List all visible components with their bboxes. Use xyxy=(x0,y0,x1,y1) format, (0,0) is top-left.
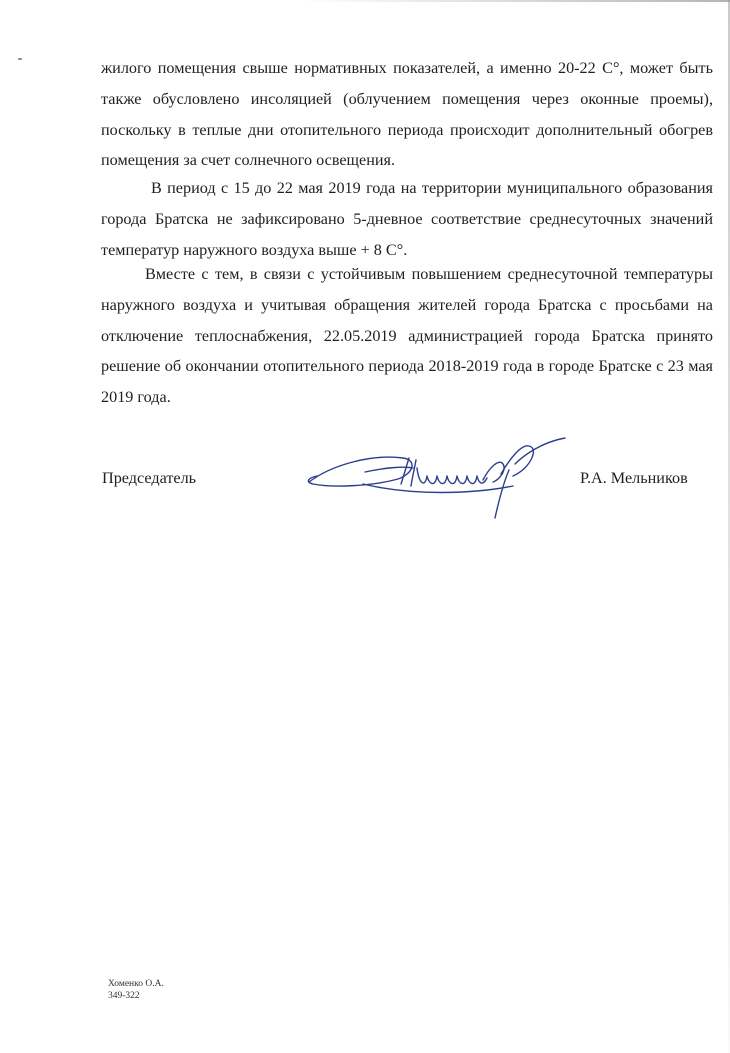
executor-phone: 349-322 xyxy=(108,991,140,1001)
paragraph-2: В период с 15 до 22 мая 2019 года на территории муниципального образования города Братска не зафиксировано 5-дневное соответствие среднесуточных значений температур наружного воздуха выше + 8 С°. xyxy=(101,179,713,259)
scan-edge-top xyxy=(300,0,730,2)
executor-name: Хоменко О.А. xyxy=(108,979,164,989)
paragraph-3: Вместе с тем, в связи с устойчивым повышением среднесуточной температуры наружного воздуха и учитывая обращения жителей города Братска с просьбами на отключение теплоснабжения, 22.05.2019 администрацией города Братска принято решение об окончании отопительного периода 2018-2019 года в городе Братске с 23 мая 2019 года. xyxy=(101,265,713,407)
handwritten-signature xyxy=(303,424,573,524)
signer-name: Р.А. Мельников xyxy=(580,469,688,487)
paragraph-1: жилого помещения свыше нормативных показателей, а именно 20-22 С°, может быть также обусловлено инсоляцией (облучением помещения через оконные проемы), поскольку в теплые дни отопительного периода происходит дополнительный обогрев помещения за счет солнечного освещения. xyxy=(101,59,713,170)
scan-speck xyxy=(18,58,22,60)
signer-position: Председатель xyxy=(102,469,197,487)
executor-info xyxy=(108,978,164,1002)
